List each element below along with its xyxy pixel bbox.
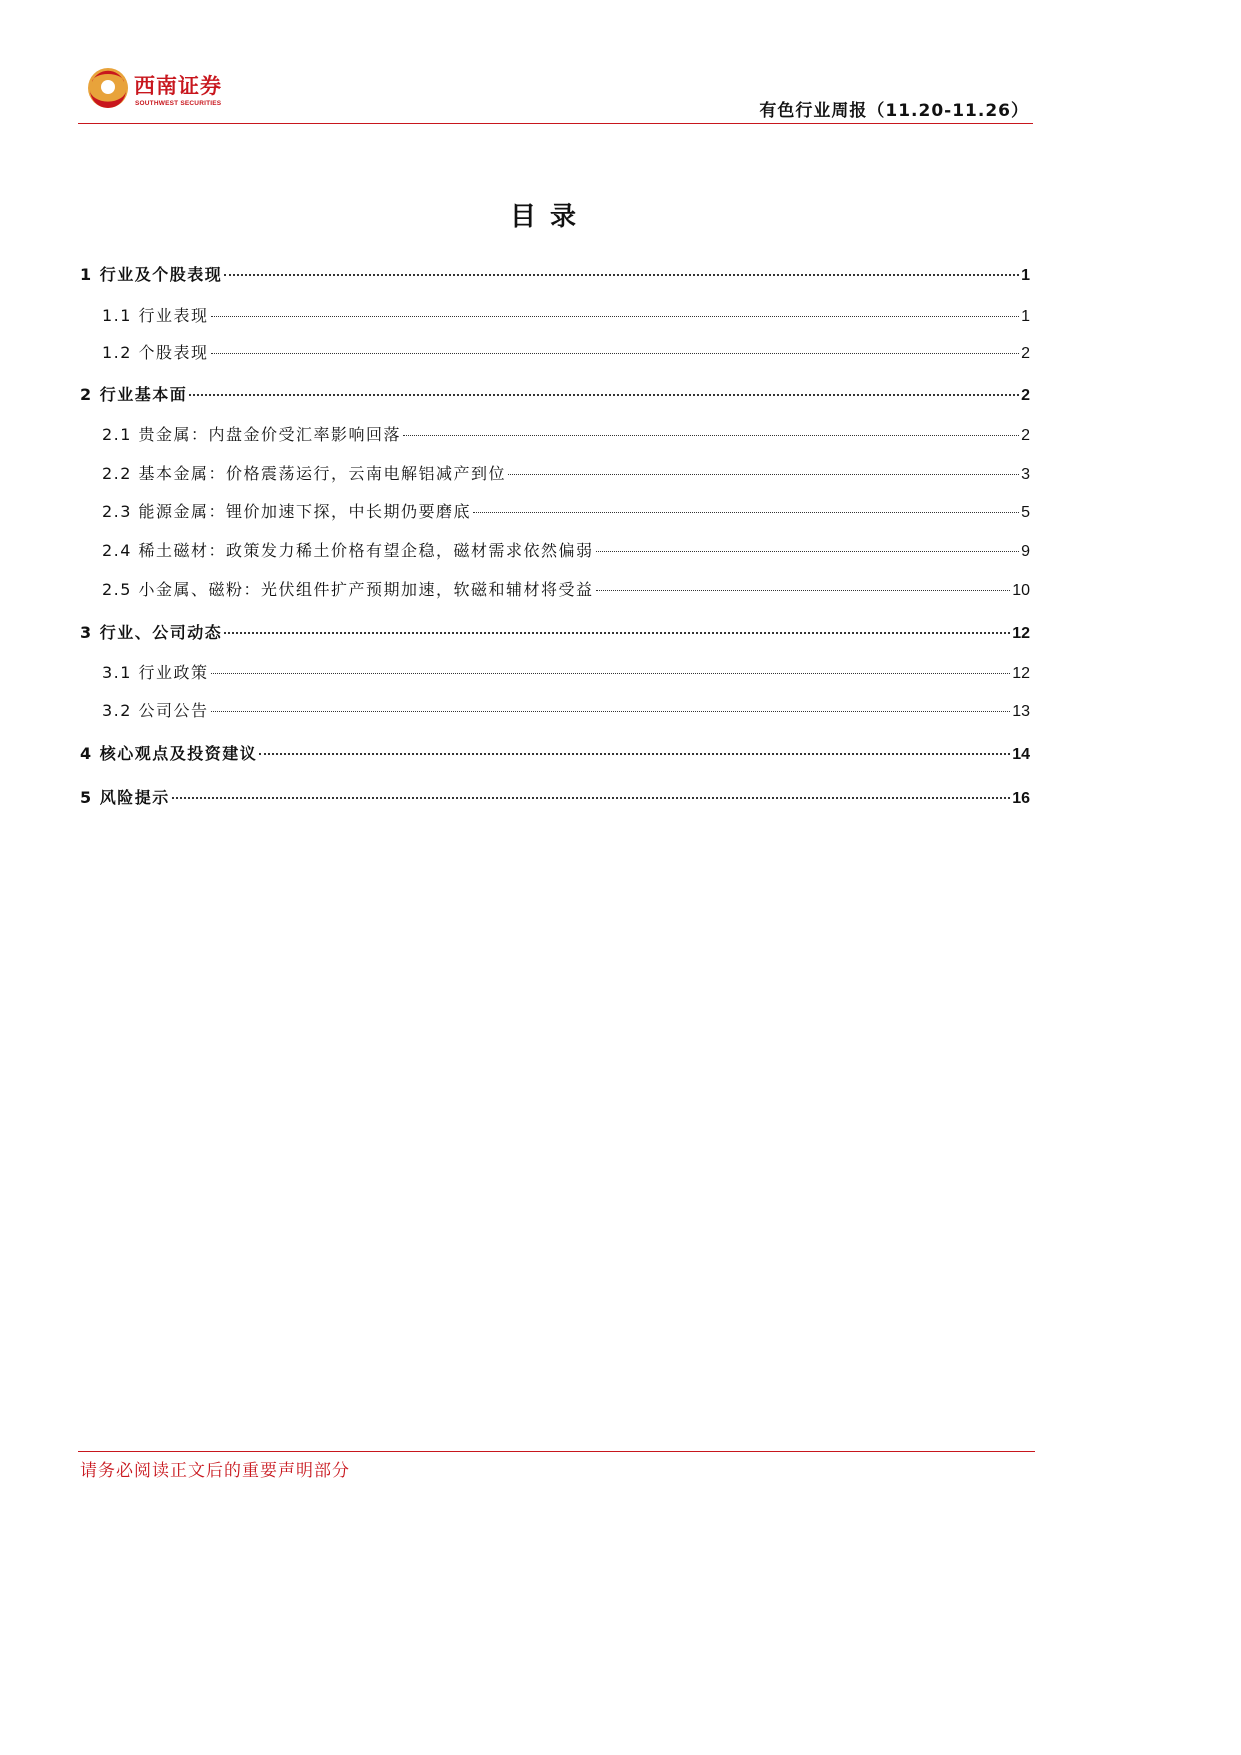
- dot-leader: [473, 512, 1019, 513]
- logo-emblem-icon: [86, 66, 130, 110]
- toc-entry-label: 3.1 行业政策: [102, 663, 209, 682]
- toc-entry[interactable]: [80, 660, 1030, 682]
- toc-entry-label: 2 行业基本面: [80, 385, 188, 404]
- toc-entry-label: 2.1 贵金属：内盘金价受汇率影响回落: [102, 425, 402, 444]
- toc-entry-page: 2: [1021, 427, 1030, 444]
- logo-text-en: SOUTHWEST SECURITIES: [135, 100, 222, 107]
- toc-entry[interactable]: [80, 262, 1030, 284]
- toc-entry[interactable]: [80, 577, 1030, 599]
- toc-entry-page: 1: [1021, 308, 1030, 325]
- footer-divider: [78, 1451, 1035, 1452]
- header-divider: [78, 123, 1033, 124]
- toc-entry[interactable]: [80, 461, 1030, 483]
- toc-entry-page: 12: [1012, 625, 1030, 642]
- toc-entry-page: 2: [1021, 387, 1030, 404]
- toc-entry-label: 1 行业及个股表现: [80, 265, 223, 284]
- toc-entry-page: 3: [1021, 466, 1030, 483]
- toc-entry[interactable]: [80, 499, 1030, 521]
- toc-entry-label: 3.2 公司公告: [102, 701, 209, 720]
- logo-text-cn: 西南证券: [134, 73, 222, 98]
- report-title: 有色行业周报（11.20-11.26）: [759, 101, 1029, 121]
- toc-entry-label: 2.4 稀土磁材：政策发力稀土价格有望企稳，磁材需求依然偏弱: [102, 541, 594, 560]
- dot-leader: [596, 551, 1020, 552]
- toc-entry[interactable]: [80, 340, 1030, 362]
- toc-entry[interactable]: [80, 741, 1030, 763]
- toc-entry-label: 4 核心观点及投资建议: [80, 744, 258, 763]
- toc-entry[interactable]: [80, 382, 1030, 404]
- toc-entry-label: 3 行业、公司动态: [80, 623, 223, 642]
- toc-entry-label: 2.5 小金属、磁粉：光伏组件扩产预期加速，软磁和辅材将受益: [102, 580, 594, 599]
- dot-leader: [224, 632, 1010, 634]
- footer-notice: 请务必阅读正文后的重要声明部分: [80, 1461, 350, 1481]
- toc-entry-page: 10: [1012, 582, 1030, 599]
- toc-entry-page: 5: [1021, 504, 1030, 521]
- toc-entry-page: 9: [1021, 543, 1030, 560]
- toc-entry-label: 1.2 个股表现: [102, 343, 209, 362]
- dot-leader: [596, 590, 1011, 591]
- dot-leader: [189, 394, 1019, 396]
- toc-entry-page: 1: [1021, 267, 1030, 284]
- toc-entry-page: 12: [1012, 665, 1030, 682]
- company-logo: [86, 66, 236, 116]
- toc-entry[interactable]: [80, 620, 1030, 642]
- dot-leader: [172, 797, 1010, 799]
- dot-leader: [403, 435, 1019, 436]
- dot-leader: [211, 316, 1020, 317]
- toc-entry-label: 2.2 基本金属：价格震荡运行，云南电解铝减产到位: [102, 464, 507, 483]
- dot-leader: [211, 711, 1011, 712]
- toc-entry[interactable]: [80, 785, 1030, 807]
- toc-entry[interactable]: [80, 422, 1030, 444]
- toc-entry-page: 13: [1012, 703, 1030, 720]
- toc-entry[interactable]: [80, 698, 1030, 720]
- dot-leader: [211, 673, 1011, 674]
- toc-entry-label: 2.3 能源金属：锂价加速下探，中长期仍要磨底: [102, 502, 472, 521]
- toc-entry-page: 16: [1012, 790, 1030, 807]
- toc-entry-page: 14: [1012, 746, 1030, 763]
- toc-entry-label: 1.1 行业表现: [102, 306, 209, 325]
- dot-leader: [508, 474, 1019, 475]
- toc-entry[interactable]: [80, 303, 1030, 325]
- dot-leader: [224, 274, 1019, 276]
- dot-leader: [259, 753, 1010, 755]
- toc-entry-label: 5 风险提示: [80, 788, 170, 807]
- dot-leader: [211, 353, 1020, 354]
- toc-entry-page: 2: [1021, 345, 1030, 362]
- toc-entry[interactable]: [80, 538, 1030, 560]
- toc-heading: 目录: [509, 202, 590, 232]
